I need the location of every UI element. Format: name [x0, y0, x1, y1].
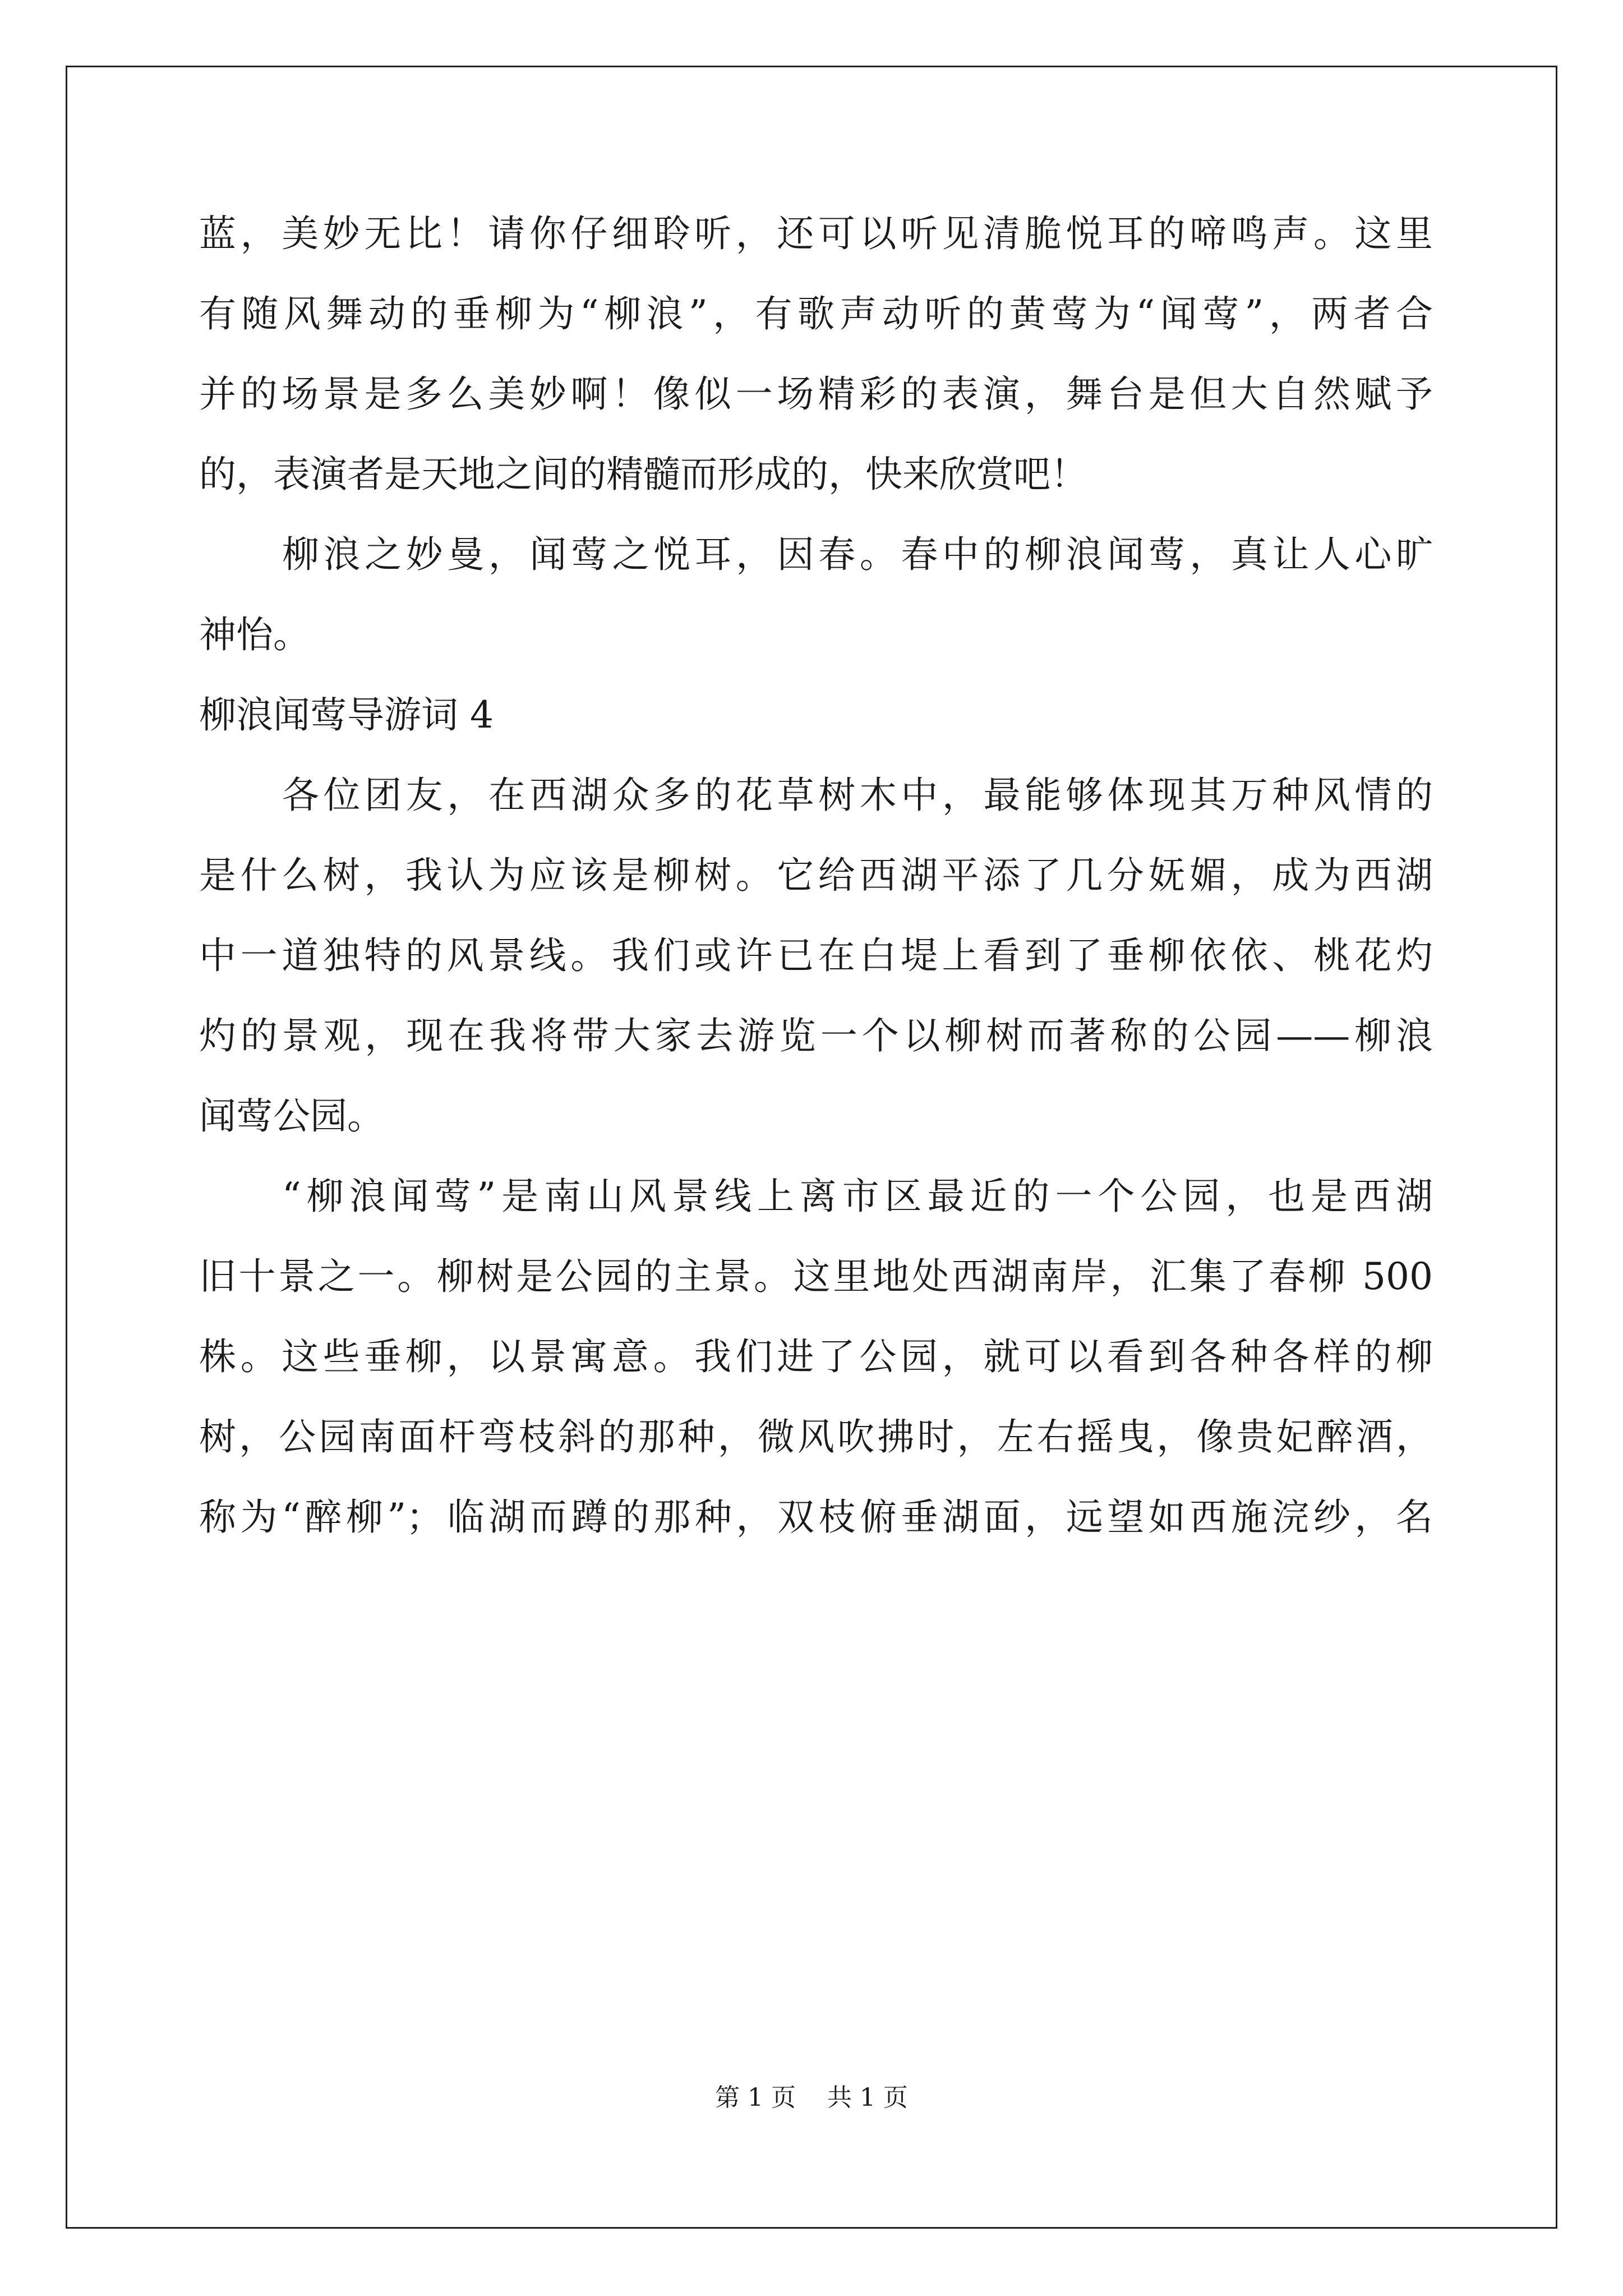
- text-line: 旧十景之一。柳树是公园的主景。这里地处西湖南岸，汇集了春柳 500: [199, 1255, 1433, 1298]
- text-line: 闻莺公园。: [199, 1094, 384, 1138]
- text-line: 中一道独特的风景线。我们或许已在白堤上看到了垂柳依依、桃花灼: [199, 934, 1433, 977]
- text-line: 柳浪之妙曼，闻莺之悦耳，因春。春中的柳浪闻莺，真让人心旷: [282, 533, 1433, 576]
- text-line: 蓝，美妙无比！请你仔细聆听，还可以听见清脆悦耳的啼鸣声。这里: [199, 212, 1433, 255]
- text-line: 各位团友，在西湖众多的花草树木中，最能够体现其万种风情的: [282, 774, 1433, 817]
- text-line: 的，表演者是天地之间的精髓而形成的，快来欣赏吧！: [199, 453, 1087, 496]
- text-line: 神怡。: [199, 613, 310, 656]
- text-line: 有随风舞动的垂柳为“柳浪”，有歌声动听的黄莺为“闻莺”，两者合: [199, 292, 1433, 335]
- section-heading: 柳浪闻莺导游词 4: [199, 693, 494, 737]
- document-body: [199, 194, 1433, 1557]
- text-line: 树，公园南面杆弯枝斜的那种，微风吹拂时，左右摇曳，像贵妃醉酒，: [199, 1415, 1433, 1458]
- text-line: 并的场景是多么美妙啊！像似一场精彩的表演，舞台是但大自然赋予: [199, 372, 1433, 416]
- text-line: “柳浪闻莺”是南山风景线上离市区最近的一个公园，也是西湖: [282, 1175, 1433, 1218]
- text-line: 灼的景观，现在我将带大家去游览一个以柳树而著称的公园——柳浪: [199, 1014, 1433, 1057]
- text-line: 是什么树，我认为应该是柳树。它给西湖平添了几分妩媚，成为西湖: [199, 854, 1433, 897]
- page-number-footer: 第 1 页 共 1 页: [715, 2083, 908, 2112]
- text-line: 株。这些垂柳，以景寓意。我们进了公园，就可以看到各种各样的柳: [199, 1335, 1433, 1378]
- text-line: 称为“醉柳”；临湖而蹲的那种，双枝俯垂湖面，远望如西施浣纱，名: [199, 1496, 1433, 1539]
